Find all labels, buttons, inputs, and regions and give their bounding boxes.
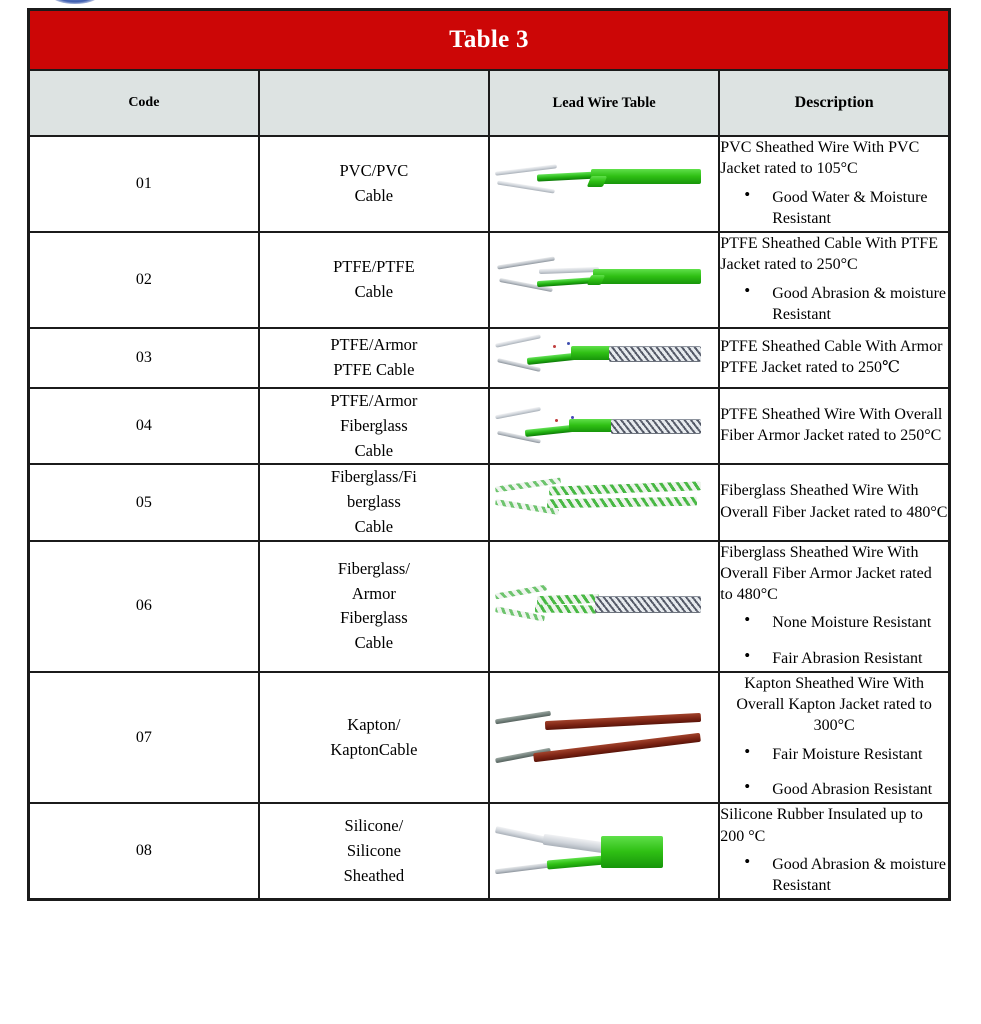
fiberglass-armor-fiberglass-cable-photo	[493, 577, 715, 635]
table-row	[29, 541, 950, 672]
cell-cable-name	[259, 328, 489, 388]
cable-name-line: Fiberglass/	[337, 558, 410, 578]
description-lead-text: Fiberglass Sheathed Wire With Overall Fiber Jacket rated to 480°C	[720, 482, 948, 521]
description-lead-text: Fiberglass Sheathed Wire With Overall Fiber Armor Jacket rated to 480°C	[720, 543, 932, 604]
description-bullet-item: • Fair Abrasion Resistant	[772, 648, 948, 669]
cable-name-line: Silicone	[346, 840, 401, 860]
description-lead-text: Kapton Sheathed Wire With Overall Kapton Jacket rated to 300°C	[736, 674, 932, 735]
cell-wire-image	[489, 136, 719, 232]
table-row	[29, 388, 950, 464]
cell-cable-name	[259, 388, 489, 464]
cable-name-line: Cable	[354, 633, 394, 653]
cell-cable-name	[259, 803, 489, 900]
table-row	[29, 464, 950, 540]
table-header-row	[29, 70, 950, 136]
cell-description	[719, 464, 949, 540]
table-banner-row	[29, 10, 950, 71]
column-header-code: Code	[29, 70, 259, 136]
column-header-lead-wire-table: Lead Wire Table	[489, 70, 719, 136]
description-bullet-item: • Good Water & Moisture Resistant	[772, 187, 948, 230]
table-row	[29, 136, 950, 232]
pvc-pvc-cable-photo	[493, 155, 715, 213]
fiberglass-fiberglass-cable-photo	[493, 474, 715, 532]
lead-wire-table-container	[27, 8, 951, 901]
cell-description	[719, 672, 949, 803]
table-title-banner: Table 3	[29, 10, 950, 71]
description-bullet-list	[720, 187, 948, 230]
ptfe-armor-ptfe-cable-photo	[493, 329, 715, 387]
cell-cable-name	[259, 541, 489, 672]
cable-name-line: Fiberglass	[340, 415, 408, 435]
cable-name-line: Kapton/	[347, 714, 401, 734]
cell-wire-image	[489, 388, 719, 464]
lead-wire-table	[27, 8, 951, 901]
cell-description	[719, 136, 949, 232]
cell-description	[719, 388, 949, 464]
description-bullet-item: • Fair Moisture Resistant	[772, 744, 948, 765]
cell-code: 05	[29, 464, 259, 540]
table-row	[29, 328, 950, 388]
description-lead-text: PTFE Sheathed Cable With Armor PTFE Jacket rated to 250℃	[720, 337, 943, 377]
cable-name-line: Cable	[354, 282, 394, 302]
cell-cable-name	[259, 136, 489, 232]
cable-name-line: Cable	[354, 516, 394, 536]
cell-cable-name	[259, 672, 489, 803]
description-bullet-list	[720, 283, 948, 326]
cable-name-line: PTFE/PTFE	[333, 257, 415, 277]
description-bullet-item: • None Moisture Resistant	[772, 612, 948, 633]
description-bullet-list	[720, 612, 948, 669]
cell-cable-name	[259, 232, 489, 328]
column-header-description: Description	[719, 70, 949, 136]
cell-wire-image	[489, 803, 719, 900]
cell-wire-image	[489, 541, 719, 672]
table-row	[29, 672, 950, 803]
cell-wire-image	[489, 464, 719, 540]
cell-code: 01	[29, 136, 259, 232]
kapton-kapton-cable-photo	[493, 709, 715, 767]
description-lead-text: Silicone Rubber Insulated up to 200 °C	[720, 806, 923, 845]
cell-description	[719, 541, 949, 672]
cable-name-line: Cable	[354, 186, 394, 206]
cable-name-line: PTFE Cable	[333, 360, 415, 380]
cell-code: 03	[29, 328, 259, 388]
ptfe-ptfe-cable-photo	[493, 251, 715, 309]
cell-description	[719, 803, 949, 900]
cable-name-line: Armor	[351, 583, 396, 603]
table-row	[29, 232, 950, 328]
cable-name-line: Fiberglass/Fi	[330, 467, 417, 487]
cable-name-line: KaptonCable	[330, 739, 418, 759]
cell-code: 08	[29, 803, 259, 900]
cell-code: 07	[29, 672, 259, 803]
cell-code: 06	[29, 541, 259, 672]
cell-wire-image	[489, 232, 719, 328]
cell-description	[719, 232, 949, 328]
cable-name-line: Cable	[354, 440, 394, 460]
silicone-silicone-sheathed-photo	[493, 822, 715, 880]
description-bullet-item: • Good Abrasion Resistant	[772, 779, 948, 800]
company-logo-arc	[52, 0, 98, 4]
ptfe-armor-fiberglass-cable-photo	[493, 397, 715, 455]
cable-name-line: berglass	[346, 492, 401, 512]
cell-wire-image	[489, 672, 719, 803]
cell-code: 04	[29, 388, 259, 464]
cable-name-line: PTFE/Armor	[330, 335, 418, 355]
cable-name-line: PVC/PVC	[339, 161, 409, 181]
cable-name-line: PTFE/Armor	[330, 391, 418, 411]
cable-name-line: Silicone/	[344, 816, 404, 836]
table-row	[29, 803, 950, 900]
cable-name-line: Fiberglass	[340, 608, 408, 628]
description-lead-text: PVC Sheathed Wire With PVC Jacket rated to 105°C	[720, 139, 920, 178]
cell-code: 02	[29, 232, 259, 328]
cable-name-line: Sheathed	[343, 865, 405, 885]
description-bullet-item: • Good Abrasion & moisture Resistant	[772, 283, 948, 326]
cell-wire-image	[489, 328, 719, 388]
description-lead-text: PTFE Sheathed Wire With Overall Fiber Armor Jacket rated to 250°C	[720, 405, 943, 445]
description-bullet-list	[720, 744, 948, 801]
description-bullet-list	[720, 854, 948, 897]
description-bullet-item: • Good Abrasion & moisture Resistant	[772, 854, 948, 897]
column-header-name	[259, 70, 489, 136]
cell-description	[719, 328, 949, 388]
description-lead-text: PTFE Sheathed Cable With PTFE Jacket rated to 250°C	[720, 235, 938, 274]
cell-cable-name	[259, 464, 489, 540]
